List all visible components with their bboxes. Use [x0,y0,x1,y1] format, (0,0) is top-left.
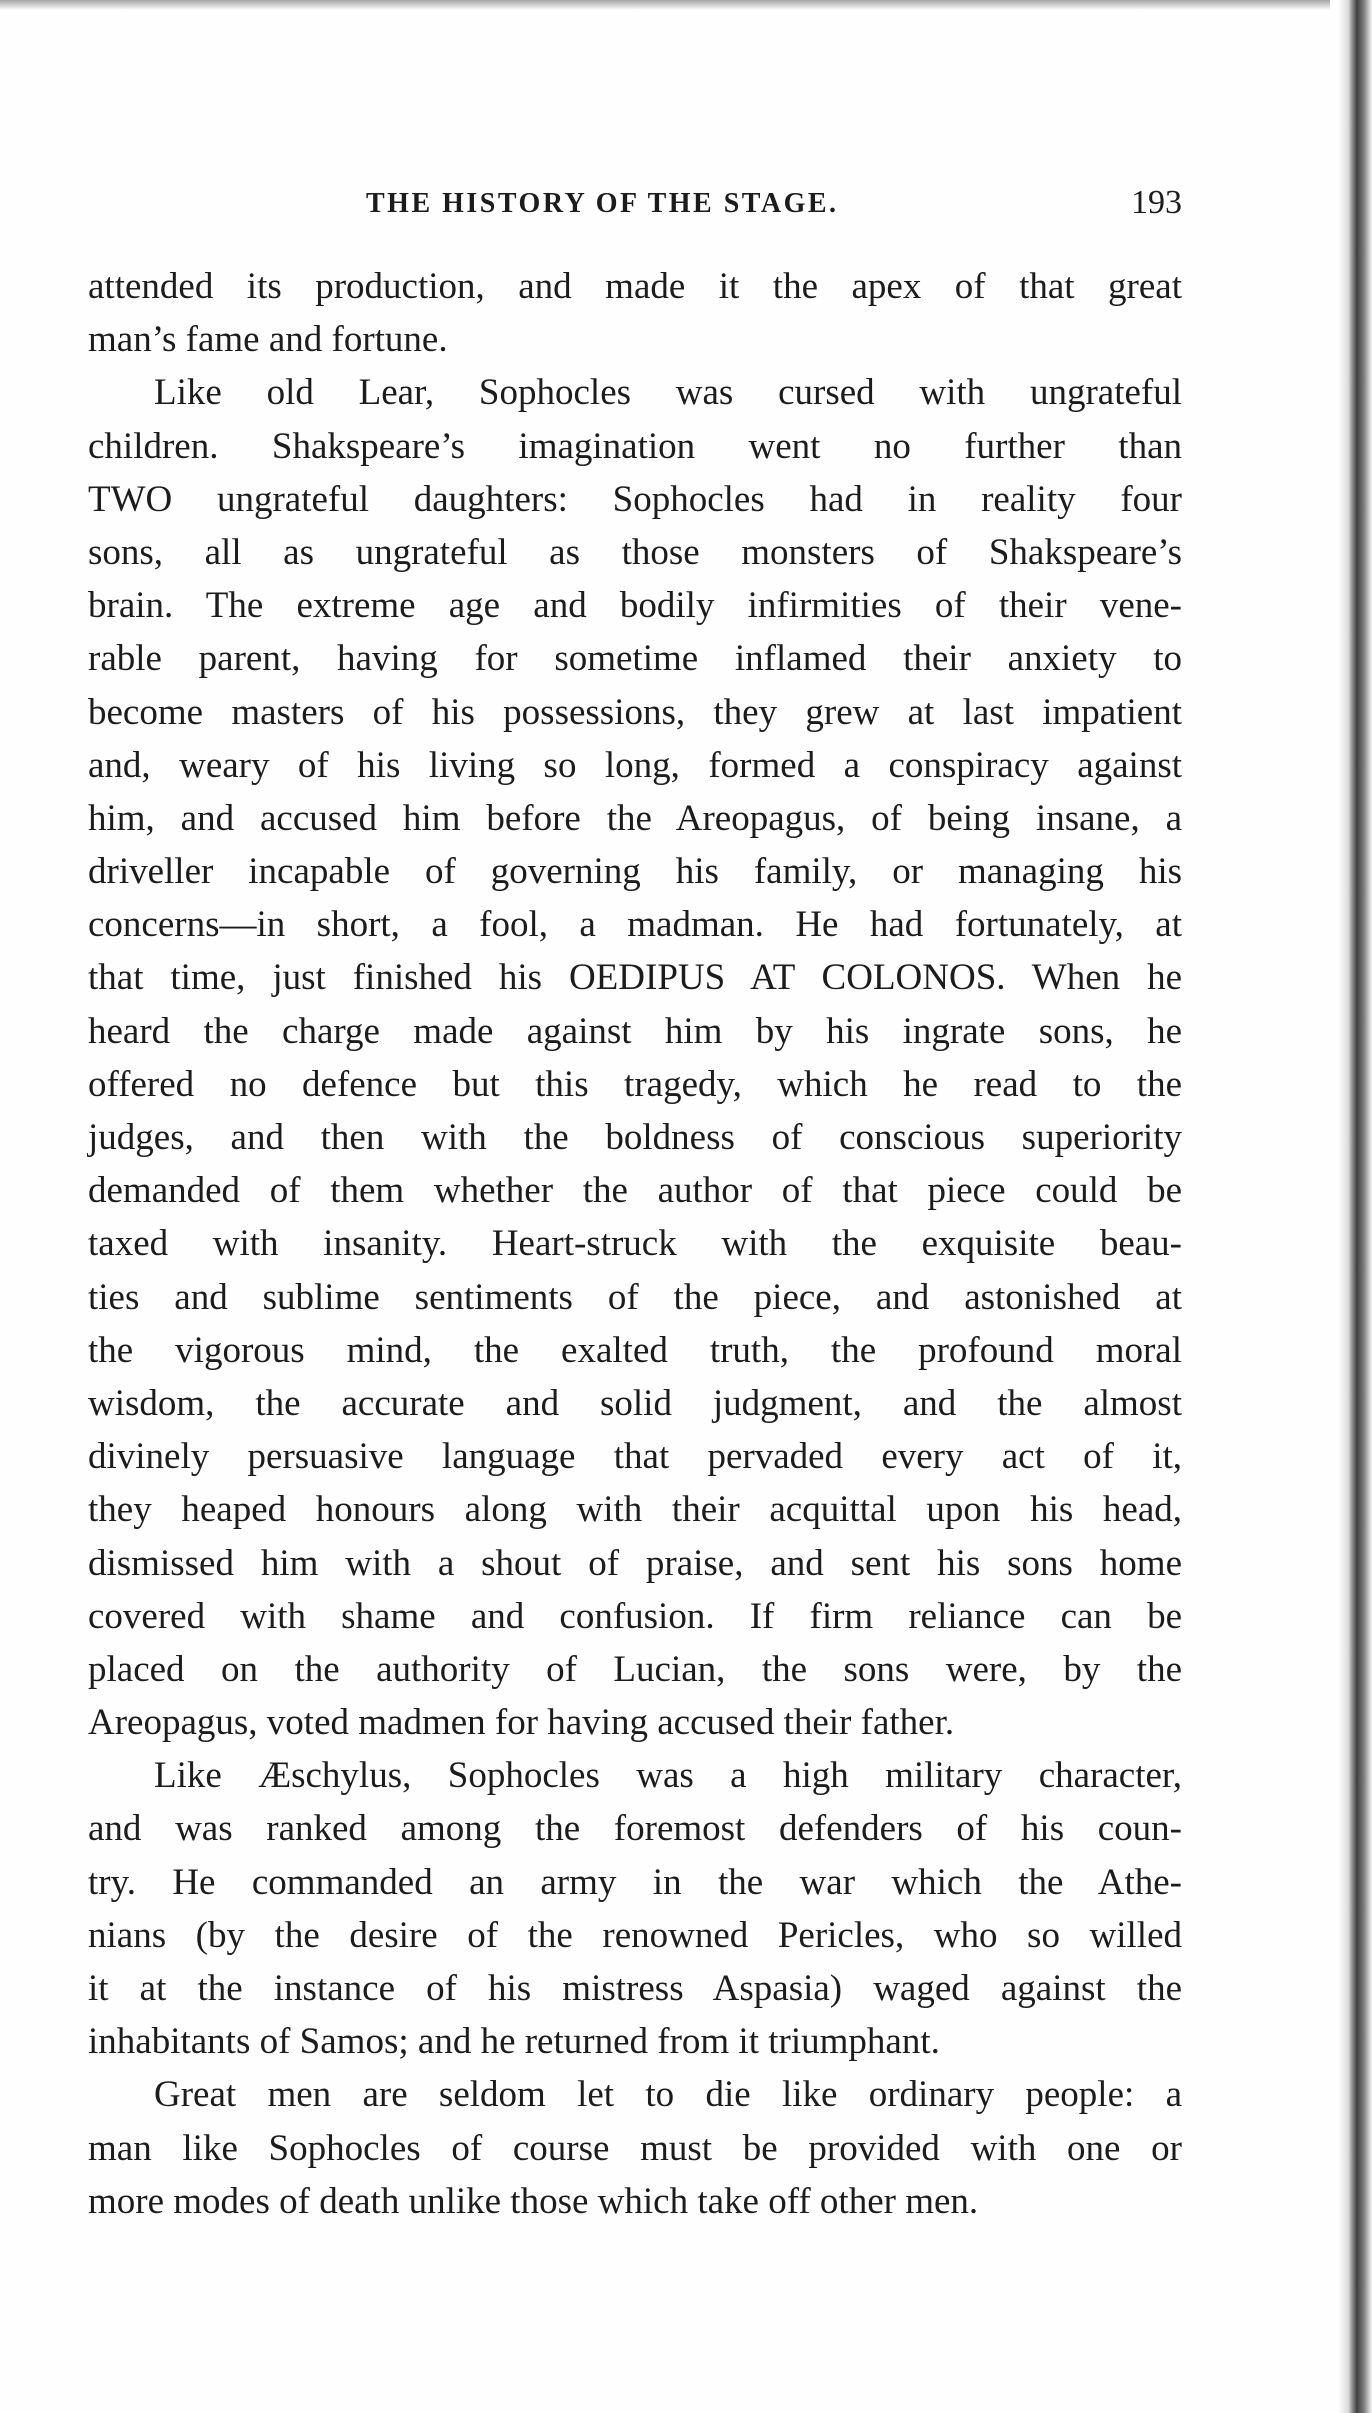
text-line: become masters of his possessions, they grew at last impatient [88,691,1182,733]
text-line: driveller incapable of governing his family, or managing his [88,851,1182,893]
text-line: the vigorous mind, the exalted truth, the profound moral [88,1329,1182,1371]
text-line: man’s fame and fortune. [88,319,448,361]
page-top-shadow [0,0,1330,10]
text-line: and was ranked among the foremost defenders of his coun- [88,1808,1182,1850]
text-line: try. He commanded an army in the war which the Athe- [88,1861,1182,1903]
text-line: TWO ungrateful daughters: Sophocles had in reality four [88,478,1182,520]
text-line: sons, all as ungrateful as those monsters of Shakspeare’s [88,531,1182,573]
running-head: THE HISTORY OF THE STAGE. [366,188,839,219]
text-line: covered with shame and confusion. If firm reliance can be [88,1595,1182,1637]
text-line: concerns—in short, a fool, a madman. He had fortunately, at [88,904,1182,946]
page-body-text [88,260,1182,2228]
text-line: placed on the authority of Lucian, the sons were, by the [88,1648,1182,1690]
text-line: inhabitants of Samos; and he returned from it triumphant. [88,2021,940,2063]
text-line: it at the instance of his mistress Aspasia) waged against the [88,1968,1182,2009]
text-line: rable parent, having for sometime inflamed their anxiety to [88,638,1182,680]
text-line: they heaped honours along with their acquittal upon his head, [88,1489,1182,1531]
text-line: and, weary of his living so long, formed a conspiracy against [88,744,1182,786]
text-line: nians (by the desire of the renowned Pericles, who so willed [88,1914,1182,1956]
text-line: that time, just finished his OEDIPUS AT COLONOS. When he [88,957,1182,999]
text-line: more modes of death unlike those which take off other men. [88,2180,979,2222]
text-line: Areopagus, voted madmen for having accused their father. [88,1702,955,1744]
text-line: attended its production, and made it the apex of that great [88,266,1182,307]
text-line: offered no defence but this tragedy, which he read to the [88,1063,1182,1105]
text-line: Like Æschylus, Sophocles was a high military character, [154,1755,1182,1797]
text-line: brain. The extreme age and bodily infirmities of their vene- [88,585,1182,627]
text-line: children. Shakspeare’s imagination went no further than [88,425,1182,467]
text-line: heard the charge made against him by his ingrate sons, he [88,1010,1182,1052]
text-line: him, and accused him before the Areopagus, of being insane, a [88,797,1182,839]
text-line: divinely persuasive language that pervaded every act of it, [88,1436,1182,1478]
text-line: Great men are seldom let to die like ordinary people: a [154,2074,1182,2116]
text-line: judges, and then with the boldness of conscious superiority [88,1117,1182,1158]
text-line: Like old Lear, Sophocles was cursed with ungrateful [154,372,1182,414]
text-line: wisdom, the accurate and solid judgment, and the almost [88,1382,1182,1424]
text-line: man like Sophocles of course must be provided with one or [88,2127,1182,2169]
text-line: demanded of them whether the author of that piece could be [88,1170,1182,1212]
text-line: taxed with insanity. Heart-struck with the exquisite beau- [88,1223,1182,1265]
text-line: dismissed him with a shout of praise, and sent his sons home [88,1542,1182,1584]
page-header [88,184,1182,232]
page-gutter-shadow [1338,0,1372,2413]
text-line: ties and sublime sentiments of the piece, and astonished at [88,1276,1182,1318]
page-number: 193 [1131,184,1182,221]
